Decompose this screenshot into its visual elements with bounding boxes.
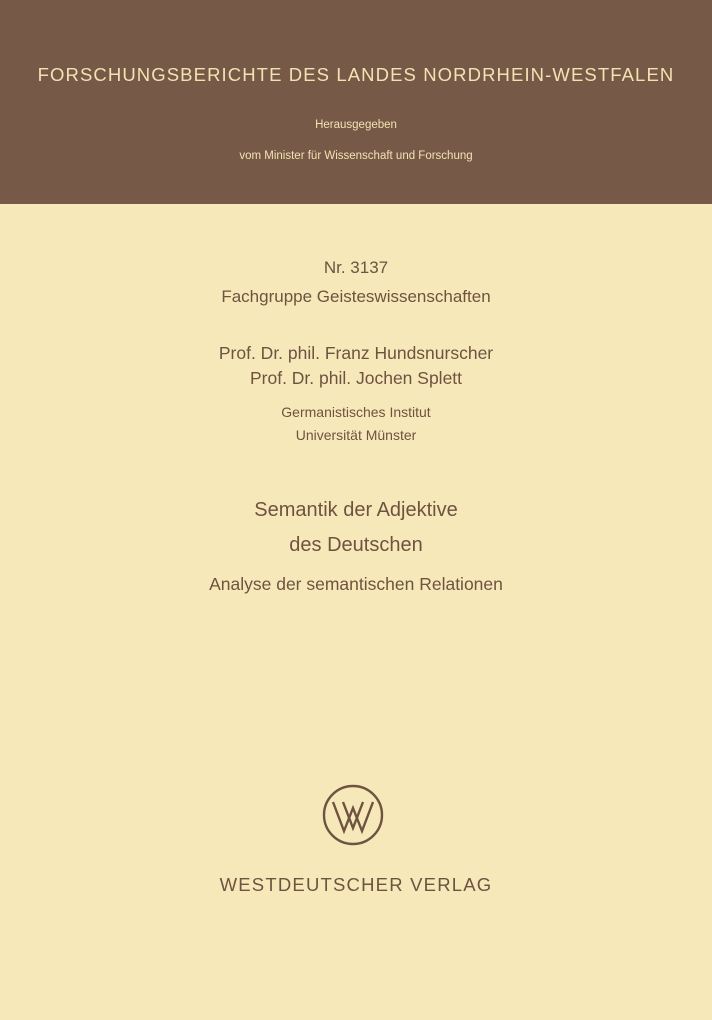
report-number: Nr. 3137 [323,258,389,277]
author-2: Prof. Dr. phil. Jochen Splett [249,368,463,388]
institution-line-2: Universität Münster [295,427,417,443]
series-header-band [0,0,712,204]
report-group: Fachgruppe Geisteswissenschaften [221,287,491,306]
book-title-line-1: Semantik der Adjektive [254,499,458,521]
series-title: FORSCHUNGSBERICHTE DES LANDES NORDRHEIN-WESTFALEN [37,64,675,85]
institution-line-1: Germanistisches Institut [281,404,431,420]
editor-line-2: vom Minister für Wissenschaft und Forschung [239,150,473,162]
wv-publisher-logo-icon [321,783,385,847]
editor-line-1: Herausgegeben [315,119,397,131]
book-subtitle: Analyse der semantischen Relationen [209,574,503,594]
book-title-line-2: des Deutschen [289,534,423,556]
author-1: Prof. Dr. phil. Franz Hundsnurscher [218,343,494,363]
publisher-name: WESTDEUTSCHER VERLAG [219,874,493,895]
